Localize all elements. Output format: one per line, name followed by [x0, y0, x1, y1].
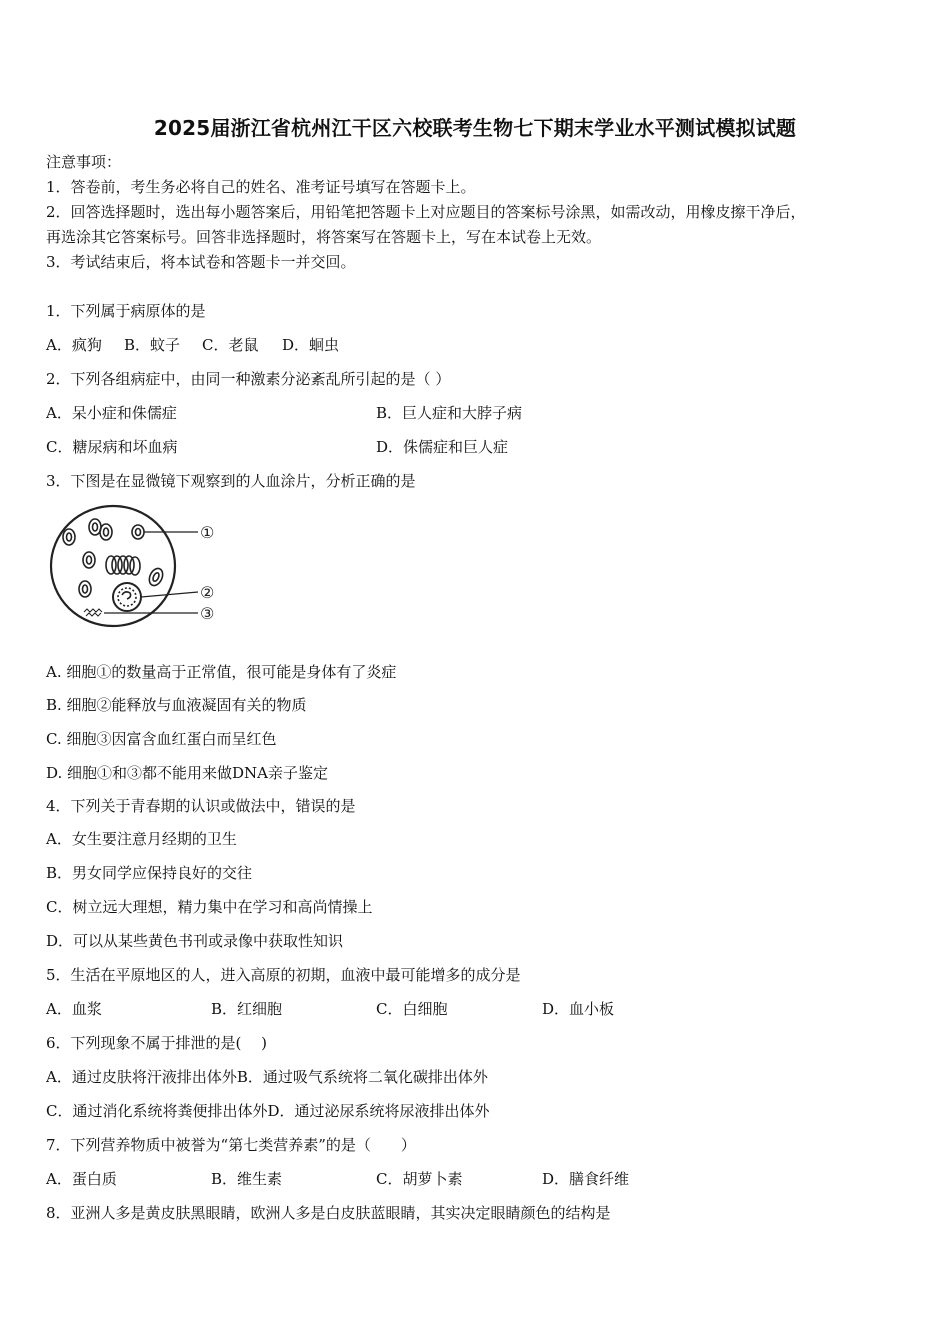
question-4-option-d: D．可以从某些黄色书刊或录像中获取性知识	[46, 932, 344, 950]
page-title: 2025届浙江省杭州江干区六校联考生物七下期末学业水平测试模拟试题	[153, 116, 797, 140]
question-5-options	[46, 999, 906, 1019]
question-2-options-row1	[46, 403, 906, 423]
question-1-stem: 1．下列属于病原体的是	[46, 302, 206, 320]
option-c: C．糖尿病和坏血病	[46, 438, 178, 456]
question-3-stem: 3．下图是在显微镜下观察到的人血涂片，分析正确的是	[46, 472, 416, 490]
option-d: D．侏儒症和巨人症	[376, 438, 509, 456]
question-7-options	[46, 1169, 906, 1189]
option-c: C．白细胞	[376, 1000, 448, 1018]
question-3-option-d: D. 细胞①和③都不能用来做DNA亲子鉴定	[46, 764, 329, 782]
question-3-option-b: B. 细胞②能释放与血液凝固有关的物质	[46, 696, 307, 714]
option-a: A．血浆	[46, 1000, 102, 1018]
question-8-stem: 8．亚洲人多是黄皮肤黑眼睛，欧洲人多是白皮肤蓝眼睛，其实决定眼睛颜色的结构是	[46, 1204, 611, 1222]
option-a: A．疯狗	[46, 336, 102, 354]
option-b: B．蚊子	[124, 336, 181, 354]
question-2-options-row2	[46, 437, 906, 457]
question-3-option-c: C. 细胞③因富含血红蛋白而呈红色	[46, 730, 277, 748]
question-4-option-c: C．树立远大理想，精力集中在学习和高尚情操上	[46, 898, 373, 916]
notice-item: 2．回答选择题时，选出每小题答案后，用铅笔把答题卡上对应题目的答案标号涂黑，如需改动，用橡皮擦干净后，	[46, 203, 806, 221]
option-b: B．巨人症和大脖子病	[376, 404, 523, 422]
option-d: D．血小板	[542, 1000, 615, 1018]
option-d: D．蛔虫	[282, 336, 340, 354]
red-blood-cells	[63, 519, 165, 597]
question-7-stem: 7．下列营养物质中被誉为“第七类营养素”的是（ ）	[46, 1136, 416, 1154]
option-d: D．膳食纤维	[542, 1170, 630, 1188]
blood-smear-diagram	[46, 500, 226, 635]
question-3-option-a: A. 细胞①的数量高于正常值，很可能是身体有了炎症	[46, 663, 397, 681]
notice-item: 3．考试结束后，将本试卷和答题卡一并交回。	[46, 253, 356, 271]
question-6-options-row1	[46, 1067, 488, 1087]
option-c: C．通过消化系统将粪便排出体外	[46, 1102, 268, 1120]
option-d: D．通过泌尿系统将尿液排出体外	[267, 1102, 490, 1120]
question-4-option-b: B．男女同学应保持良好的交往	[46, 864, 253, 882]
option-b: B．红细胞	[211, 1000, 283, 1018]
white-blood-cell	[113, 583, 141, 611]
option-a: A．蛋白质	[46, 1170, 117, 1188]
notice-item: 再选涂其它答案标号。回答非选择题时，将答案写在答题卡上，写在本试卷上无效。	[46, 228, 602, 246]
figure-label-3: ③	[200, 604, 215, 623]
option-c: C．老鼠	[202, 336, 259, 354]
option-a: A．呆小症和侏儒症	[46, 404, 177, 422]
platelets	[84, 609, 102, 616]
figure-label-2: ②	[200, 583, 215, 602]
notice-heading: 注意事项：	[46, 153, 122, 171]
notice-item: 1．答卷前，考生务必将自己的姓名、准考证号填写在答题卡上。	[46, 178, 476, 196]
option-b: B．维生素	[211, 1170, 283, 1188]
question-5-stem: 5．生活在平原地区的人，进入高原的初期，血液中最可能增多的成分是	[46, 966, 521, 984]
question-6-options-row2	[46, 1101, 490, 1121]
question-1-options	[46, 335, 446, 355]
question-4-option-a: A．女生要注意月经期的卫生	[46, 830, 237, 848]
blood-smear-figure	[46, 500, 226, 639]
question-4-stem: 4．下列关于青春期的认识或做法中，错误的是	[46, 797, 356, 815]
option-b: B．通过吸气系统将二氧化碳排出体外	[236, 1068, 488, 1086]
option-a: A．通过皮肤将汗液排出体外	[46, 1068, 237, 1086]
field-of-view-circle	[51, 506, 175, 626]
question-6-stem: 6．下列现象不属于排泄的是( )	[46, 1034, 268, 1052]
figure-label-1: ①	[200, 523, 215, 542]
question-2-stem: 2．下列各组病症中，由同一种激素分泌紊乱所引起的是（ ）	[46, 370, 451, 388]
option-c: C．胡萝卜素	[376, 1170, 463, 1188]
